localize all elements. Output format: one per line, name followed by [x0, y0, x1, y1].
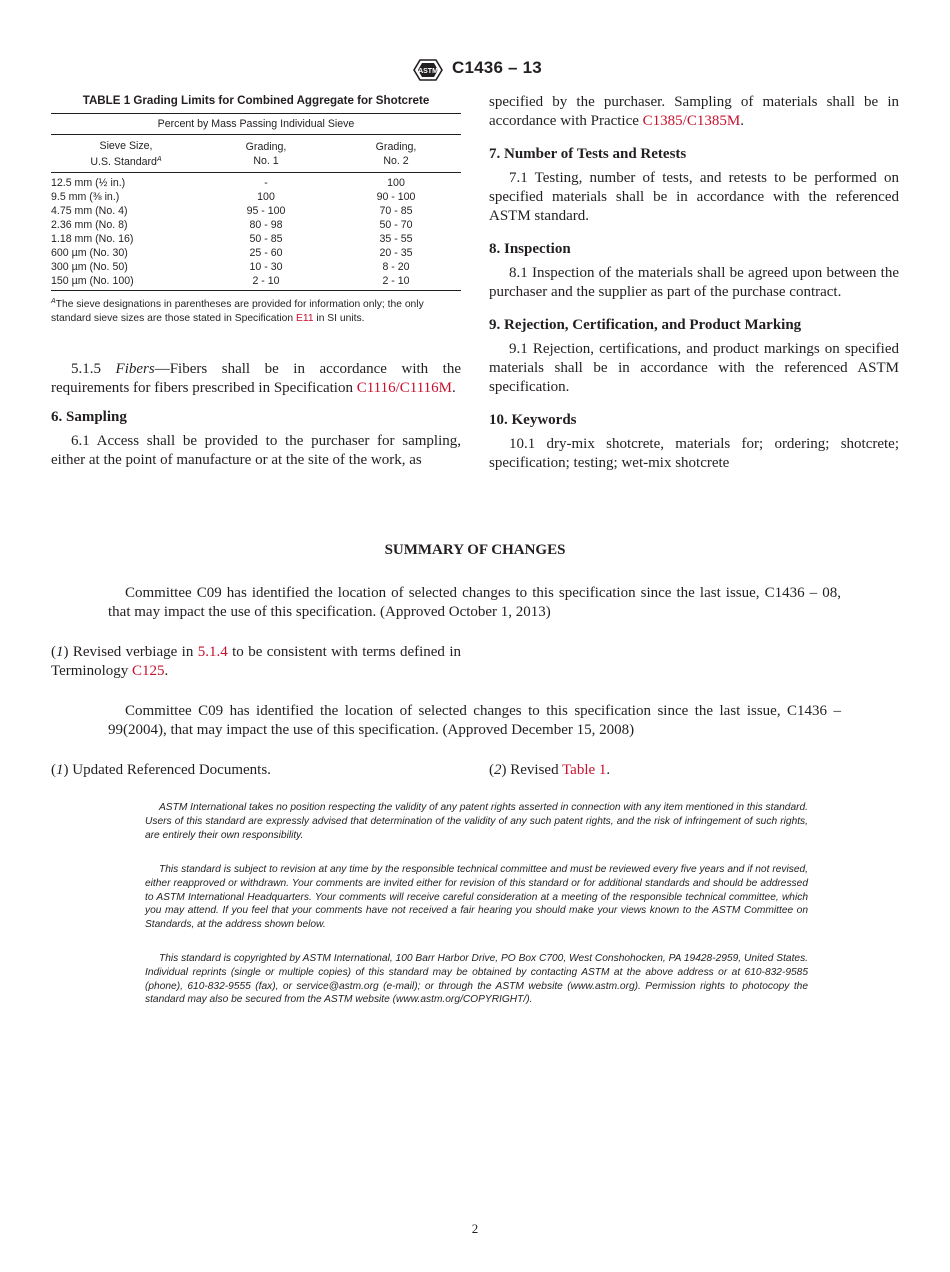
item-number: 1 — [56, 762, 64, 778]
link-c1385[interactable]: C1385/C1385M — [642, 113, 741, 129]
summary-intro-2008: Committee C09 has identified the location of selected changes to this specification since the last issue, C1436 – 99(2004), that may impact the use of this specification. (Approved December 15, 2008) — [108, 703, 841, 738]
cell-grading-2: 35 - 55 — [379, 233, 413, 245]
link-5-1-4[interactable]: 5.1.4 — [197, 644, 228, 660]
footnote-text-end: in SI units. — [313, 313, 365, 324]
page-header — [0, 56, 950, 86]
col-header-sieve-line1: Sieve Size, — [99, 140, 153, 152]
grading-table — [51, 113, 461, 291]
cell-grading-1: 50 - 85 — [249, 233, 283, 245]
cell-grading-2: 100 — [387, 177, 405, 189]
col-header-sieve — [51, 135, 201, 173]
paragraph-9-1: 9.1 Rejection, certifications, and product markings on specified materials shall be in accordance with the referenced ASTM specification. — [489, 341, 899, 395]
col-header-g1-line1: Grading, — [245, 141, 287, 153]
table-row — [51, 204, 461, 218]
link-table-1[interactable]: Table 1 — [562, 762, 607, 778]
col-header-sieve-line2: U.S. Standard — [90, 156, 157, 168]
cell-grading-2: 8 - 20 — [382, 261, 410, 273]
col-header-g2-line1: Grading, — [375, 141, 417, 153]
link-c1116[interactable]: C1116/C1116M — [356, 380, 453, 396]
cell-sieve: 12.5 mm (½ in.) — [51, 177, 126, 189]
cell-sieve: 1.18 mm (No. 16) — [51, 233, 134, 245]
right-column — [489, 93, 899, 473]
paragraph-7-1: 7.1 Testing, number of tests, and retests to be performed on specified materials shall be in accordance with the referenced ASTM standard. — [489, 170, 899, 224]
item-text: Revised verbiage in — [68, 644, 198, 660]
cell-grading-1: 10 - 30 — [249, 261, 283, 273]
summary-title: SUMMARY OF CHANGES — [384, 542, 566, 558]
table-row — [51, 232, 461, 246]
section-6-heading: 6. Sampling — [51, 409, 127, 425]
cell-grading-1: - — [264, 177, 268, 189]
cell-grading-2: 50 - 70 — [379, 219, 413, 231]
cell-grading-2: 90 - 100 — [376, 191, 416, 203]
paragraph-5-1-5 — [51, 360, 461, 398]
cell-grading-1: 25 - 60 — [249, 247, 283, 259]
item-text: Revised — [506, 762, 563, 778]
paragraph-term: Fibers — [115, 361, 155, 377]
page-number: 2 — [471, 1221, 479, 1236]
summary-item-2008-2: (2) Revised Table 1. — [489, 762, 611, 778]
table-row — [51, 274, 461, 291]
item-text-mid: to be consistent with terms defined in Terminology — [51, 644, 461, 679]
patent-notice: ASTM International takes no position respecting the validity of any patent rights asserted in connection with any item mentioned in this standard. Users of this standard are expressly advised that determination of the validity of any such patent rights, and the risk of infringement of such rights, are entirely their own responsibility. — [145, 802, 808, 841]
col-header-grading-2 — [331, 135, 461, 173]
table-title: TABLE 1 Grading Limits for Combined Aggregate for Shotcrete — [82, 94, 430, 107]
footnote-text: The sieve designations in parentheses are provided for information only; the only standard sieve sizes are those stated in Specification — [51, 299, 424, 324]
paragraph-text: —Fibers shall be in accordance with the requirements for fibers prescribed in Specification — [51, 361, 462, 396]
paragraph-text: specified by the purchaser. Sampling of materials shall be in accordance with Practice — [489, 94, 899, 129]
item-number: 2 — [494, 762, 502, 778]
section-9-heading: 9. Rejection, Certification, and Product Marking — [489, 317, 802, 333]
summary-intro-2013: Committee C09 has identified the location of selected changes to this specification since the last issue, C1436 – 08, that may impact the use of this specification. (Approved October 1, 2013) — [108, 585, 841, 620]
col-header-g2-line2: No. 2 — [383, 155, 409, 167]
summary-item-2013-1: (1) Revised verbiage in 5.1.4 to be consistent with terms defined in Terminology C125. — [51, 644, 461, 679]
copyright-notice: This standard is copyrighted by ASTM International, 100 Barr Harbor Drive, PO Box C700, West Conshohocken, PA 19428-2959, United States. Individual reprints (single or multiple copies) of this standard may be obtained by contacting ASTM at the above address or at 610-832-9585 (phone), 610-832-9555 (fax), or service@astm.org (e-mail); or through the ASTM website (www.astm.org). Permission rights to photocopy the standard may also be secured from the ASTM website (www.astm.org/COPYRIGHT/). — [145, 953, 808, 1006]
item-text: Updated Referenced Documents. — [68, 762, 271, 778]
revision-notice: This standard is subject to revision at any time by the responsible technical committee and must be reviewed every five years and if not revised, either reapproved or withdrawn. Your comments are invited either for revision of this standard or for additional standards and should be addressed to ASTM International Headquarters. Your comments will receive careful consideration at a meeting of the responsible technical committee, which you may attend. If you feel that your comments have not received a fair hearing you should make your views known to the ASTM Committee on Standards, at the address shown below. — [145, 864, 808, 931]
paragraph-number: 5.1.5 — [71, 361, 116, 377]
link-c125[interactable]: C125 — [132, 663, 165, 679]
cell-sieve: 9.5 mm (⅜ in.) — [51, 191, 120, 203]
paragraph-6-1: 6.1 Access shall be provided to the purchaser for sampling, either at the point of manufacture or at the site of the work, as — [51, 433, 461, 468]
table-row — [51, 260, 461, 274]
paragraph-6-1-continued — [489, 93, 899, 131]
table-row — [51, 218, 461, 232]
section-7-heading: 7. Number of Tests and Retests — [489, 146, 687, 162]
link-e11[interactable]: E11 — [295, 313, 314, 324]
paragraph-10-1: 10.1 dry-mix shotcrete, materials for; ordering; shotcrete; specification; testing; wet-mix shotcrete — [489, 436, 899, 471]
paragraph-end: . — [452, 380, 456, 396]
col-header-grading-1 — [201, 135, 331, 173]
section-10-heading: 10. Keywords — [489, 412, 577, 428]
cell-grading-1: 100 — [257, 191, 275, 203]
table-group-header: Percent by Mass Passing Individual Sieve — [51, 114, 461, 135]
cell-grading-1: 2 - 10 — [252, 275, 280, 287]
cell-grading-2: 2 - 10 — [382, 275, 410, 287]
cell-grading-1: 80 - 98 — [249, 219, 283, 231]
left-column — [51, 93, 461, 470]
paragraph-end: . — [740, 113, 744, 129]
table-row — [51, 246, 461, 260]
cell-grading-1: 95 - 100 — [246, 205, 286, 217]
logo-text: ASTM — [418, 68, 438, 75]
cell-sieve: 150 µm (No. 100) — [51, 275, 134, 287]
footnote-marker: A — [51, 298, 56, 305]
summary-item-2008-1: (1) Updated Referenced Documents. — [51, 762, 271, 778]
paragraph-8-1: 8.1 Inspection of the materials shall be agreed upon between the purchaser and the supplier as part of the purchase contract. — [489, 265, 899, 300]
cell-sieve: 4.75 mm (No. 4) — [51, 205, 128, 217]
cell-grading-2: 70 - 85 — [379, 205, 413, 217]
col-header-g1-line2: No. 1 — [253, 155, 279, 167]
table-footnote — [51, 295, 461, 326]
item-end: . — [606, 762, 611, 778]
item-end: . — [164, 663, 169, 679]
table-row — [51, 173, 461, 191]
cell-sieve: 600 µm (No. 30) — [51, 247, 128, 259]
item-number: 1 — [56, 644, 64, 660]
cell-sieve: 300 µm (No. 50) — [51, 261, 128, 273]
table-row — [51, 190, 461, 204]
document-designation: C1436 – 13 — [452, 58, 542, 77]
cell-sieve: 2.36 mm (No. 8) — [51, 219, 128, 231]
astm-logo-icon — [408, 56, 448, 84]
cell-grading-2: 20 - 35 — [379, 247, 413, 259]
section-8-heading: 8. Inspection — [489, 241, 571, 257]
footnote-marker: A — [156, 156, 162, 163]
